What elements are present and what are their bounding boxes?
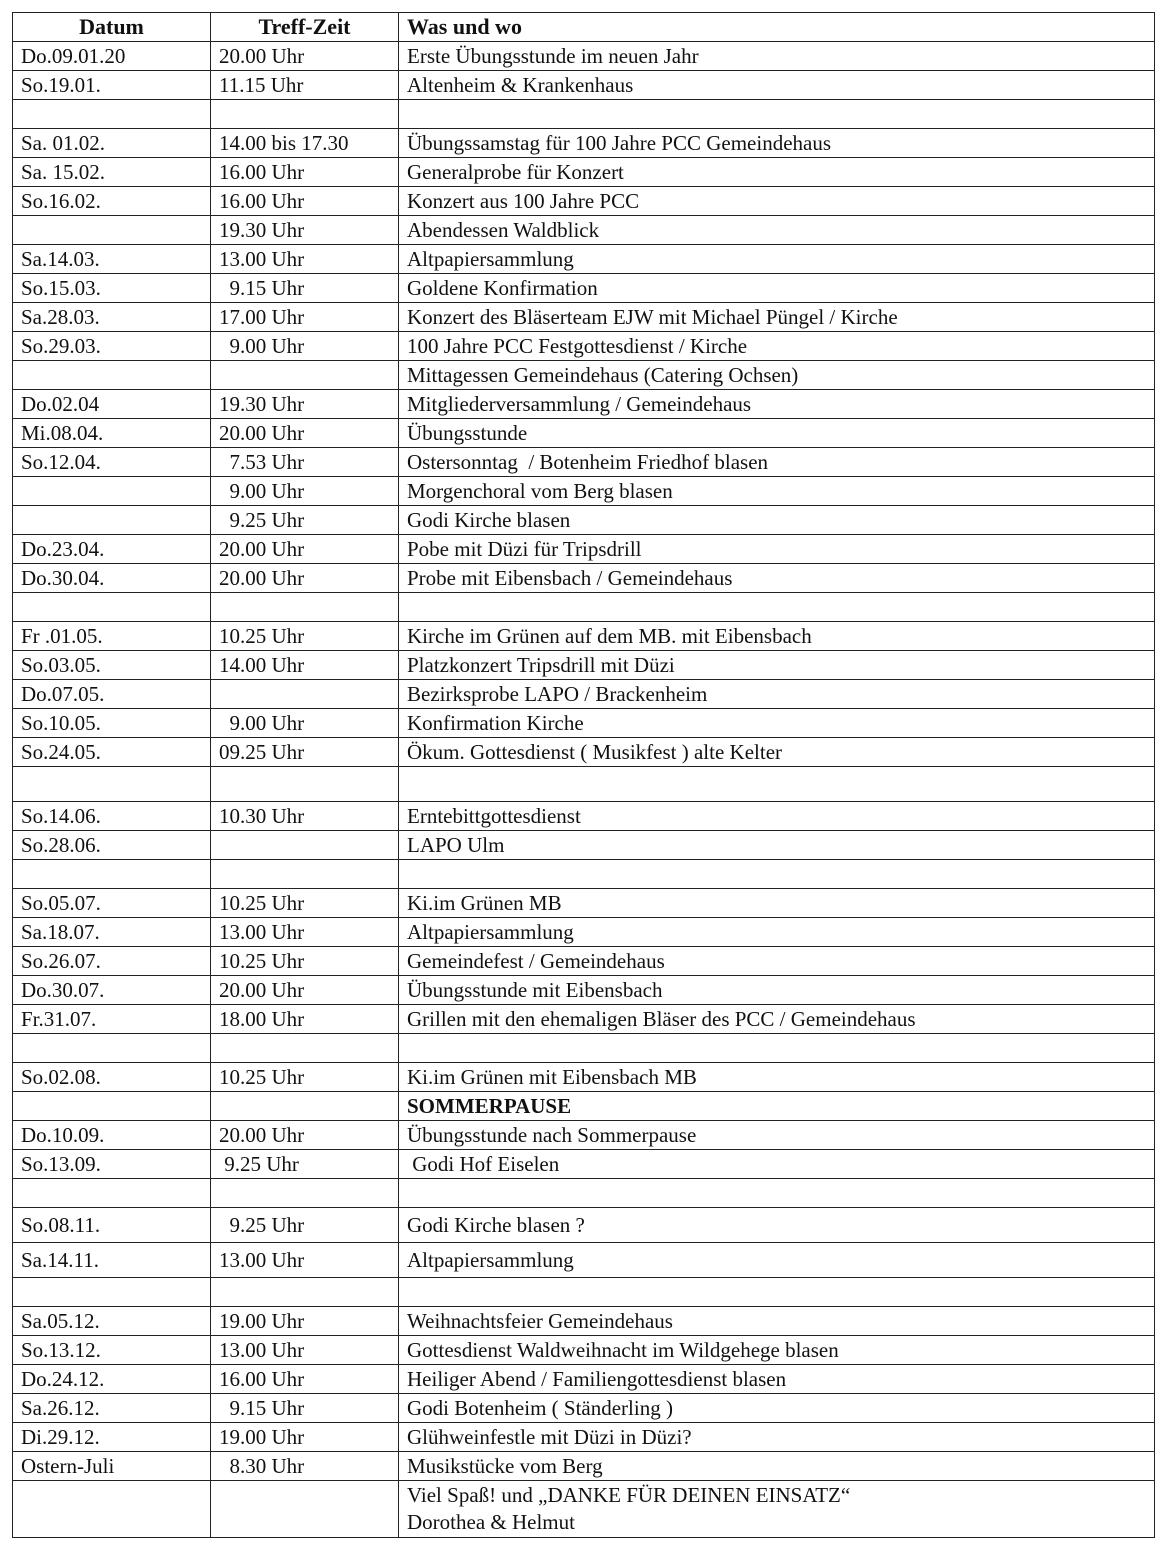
event-cell: Altpapiersammlung — [399, 1243, 1155, 1278]
table-row — [13, 1092, 1155, 1121]
event-cell: Mitgliederversammlung / Gemeindehaus — [399, 390, 1155, 419]
schedule-body — [13, 42, 1155, 1481]
table-row — [13, 1365, 1155, 1394]
table-row — [13, 622, 1155, 651]
time-cell: 19.00 Uhr — [211, 1307, 399, 1336]
date-cell — [13, 216, 211, 245]
event-cell: Ökum. Gottesdienst ( Musikfest ) alte Kelter — [399, 738, 1155, 767]
event-cell: Mittagessen Gemeindehaus (Catering Ochsen) — [399, 361, 1155, 390]
time-cell — [211, 1092, 399, 1121]
date-cell: So.13.12. — [13, 1336, 211, 1365]
event-cell: Konfirmation Kirche — [399, 709, 1155, 738]
table-row — [13, 187, 1155, 216]
date-cell: So.05.07. — [13, 889, 211, 918]
table-row — [13, 506, 1155, 535]
date-cell: So.19.01. — [13, 71, 211, 100]
table-row — [13, 1034, 1155, 1063]
table-row — [13, 831, 1155, 860]
event-cell — [399, 100, 1155, 129]
table-row — [13, 535, 1155, 564]
event-cell: Konzert aus 100 Jahre PCC — [399, 187, 1155, 216]
header-treff-zeit: Treff-Zeit — [211, 13, 399, 42]
table-row — [13, 947, 1155, 976]
event-cell: Probe mit Eibensbach / Gemeindehaus — [399, 564, 1155, 593]
date-cell — [13, 1278, 211, 1307]
time-cell — [211, 593, 399, 622]
table-row — [13, 1179, 1155, 1208]
time-cell: 13.00 Uhr — [211, 1336, 399, 1365]
table-row — [13, 1307, 1155, 1336]
event-cell — [399, 1278, 1155, 1307]
time-cell: 10.25 Uhr — [211, 889, 399, 918]
time-cell: 9.00 Uhr — [211, 477, 399, 506]
date-cell: Do.24.12. — [13, 1365, 211, 1394]
time-cell: 16.00 Uhr — [211, 158, 399, 187]
event-cell: Kirche im Grünen auf dem MB. mit Eibensbach — [399, 622, 1155, 651]
time-cell — [211, 1278, 399, 1307]
event-cell: Ki.im Grünen MB — [399, 889, 1155, 918]
time-cell: 13.00 Uhr — [211, 918, 399, 947]
time-cell — [211, 831, 399, 860]
table-row — [13, 651, 1155, 680]
time-cell: 17.00 Uhr — [211, 303, 399, 332]
time-cell: 13.00 Uhr — [211, 1243, 399, 1278]
date-cell — [13, 477, 211, 506]
event-cell: Godi Kirche blasen ? — [399, 1208, 1155, 1243]
date-cell: So.08.11. — [13, 1208, 211, 1243]
time-cell: 9.25 Uhr — [211, 1208, 399, 1243]
time-cell: 10.25 Uhr — [211, 622, 399, 651]
time-cell: 7.53 Uhr — [211, 448, 399, 477]
table-row — [13, 1243, 1155, 1278]
time-cell: 18.00 Uhr — [211, 1005, 399, 1034]
table-row — [13, 889, 1155, 918]
date-cell: Sa.18.07. — [13, 918, 211, 947]
event-cell: Weihnachtsfeier Gemeindehaus — [399, 1307, 1155, 1336]
schedule-table — [12, 12, 1155, 1538]
footer-empty-time — [211, 1481, 399, 1538]
time-cell: 9.25 Uhr — [211, 506, 399, 535]
header-row — [13, 13, 1155, 42]
date-cell: Sa.14.11. — [13, 1243, 211, 1278]
time-cell: 9.15 Uhr — [211, 1394, 399, 1423]
time-cell: 16.00 Uhr — [211, 1365, 399, 1394]
time-cell — [211, 680, 399, 709]
event-cell: Übungsstunde nach Sommerpause — [399, 1121, 1155, 1150]
footer-row — [13, 1481, 1155, 1538]
event-cell — [399, 1179, 1155, 1208]
date-cell — [13, 506, 211, 535]
date-cell — [13, 593, 211, 622]
date-cell: Do.23.04. — [13, 535, 211, 564]
table-row — [13, 245, 1155, 274]
date-cell — [13, 1034, 211, 1063]
event-cell — [399, 767, 1155, 802]
time-cell: 20.00 Uhr — [211, 42, 399, 71]
event-cell: Ostersonntag / Botenheim Friedhof blasen — [399, 448, 1155, 477]
event-cell: Übungsstunde — [399, 419, 1155, 448]
table-row — [13, 1336, 1155, 1365]
date-cell: So.28.06. — [13, 831, 211, 860]
table-row — [13, 564, 1155, 593]
date-cell: Sa. 15.02. — [13, 158, 211, 187]
table-row — [13, 71, 1155, 100]
event-cell: Goldene Konfirmation — [399, 274, 1155, 303]
time-cell — [211, 361, 399, 390]
date-cell: So.02.08. — [13, 1063, 211, 1092]
time-cell: 19.00 Uhr — [211, 1423, 399, 1452]
time-cell: 20.00 Uhr — [211, 564, 399, 593]
time-cell: 13.00 Uhr — [211, 245, 399, 274]
event-cell: Platzkonzert Tripsdrill mit Düzi — [399, 651, 1155, 680]
event-cell — [399, 860, 1155, 889]
time-cell: 20.00 Uhr — [211, 535, 399, 564]
event-cell: Godi Hof Eiselen — [399, 1150, 1155, 1179]
date-cell: So.24.05. — [13, 738, 211, 767]
table-row — [13, 802, 1155, 831]
time-cell: 09.25 Uhr — [211, 738, 399, 767]
time-cell: 9.00 Uhr — [211, 332, 399, 361]
date-cell: So.29.03. — [13, 332, 211, 361]
table-row — [13, 1150, 1155, 1179]
event-cell: Generalprobe für Konzert — [399, 158, 1155, 187]
event-cell — [399, 1034, 1155, 1063]
event-cell: Ki.im Grünen mit Eibensbach MB — [399, 1063, 1155, 1092]
date-cell — [13, 100, 211, 129]
table-row — [13, 1121, 1155, 1150]
date-cell — [13, 361, 211, 390]
date-cell: Sa.28.03. — [13, 303, 211, 332]
schedule-sheet — [12, 12, 1154, 1538]
event-cell: Gemeindefest / Gemeindehaus — [399, 947, 1155, 976]
date-cell — [13, 1092, 211, 1121]
time-cell: 9.15 Uhr — [211, 274, 399, 303]
header-datum: Datum — [13, 13, 211, 42]
footer-signature: Dorothea & Helmut — [407, 1510, 575, 1534]
event-cell: Altenheim & Krankenhaus — [399, 71, 1155, 100]
table-row — [13, 1394, 1155, 1423]
time-cell: 10.25 Uhr — [211, 947, 399, 976]
date-cell: So.10.05. — [13, 709, 211, 738]
event-cell: Morgenchoral vom Berg blasen — [399, 477, 1155, 506]
time-cell: 16.00 Uhr — [211, 187, 399, 216]
table-row — [13, 361, 1155, 390]
event-cell: Übungssamstag für 100 Jahre PCC Gemeindehaus — [399, 129, 1155, 158]
table-row — [13, 158, 1155, 187]
date-cell — [13, 767, 211, 802]
table-row — [13, 303, 1155, 332]
event-cell: Übungsstunde mit Eibensbach — [399, 976, 1155, 1005]
event-cell: Godi Botenheim ( Ständerling ) — [399, 1394, 1155, 1423]
date-cell: So.03.05. — [13, 651, 211, 680]
table-row — [13, 1452, 1155, 1481]
time-cell — [211, 860, 399, 889]
date-cell: Fr .01.05. — [13, 622, 211, 651]
event-cell: SOMMERPAUSE — [399, 1092, 1155, 1121]
time-cell: 11.15 Uhr — [211, 71, 399, 100]
time-cell: 20.00 Uhr — [211, 1121, 399, 1150]
footer-empty-date — [13, 1481, 211, 1538]
date-cell: Sa.05.12. — [13, 1307, 211, 1336]
table-row — [13, 767, 1155, 802]
date-cell: Do.07.05. — [13, 680, 211, 709]
table-row — [13, 216, 1155, 245]
table-row — [13, 477, 1155, 506]
date-cell: Sa.26.12. — [13, 1394, 211, 1423]
date-cell: Do.10.09. — [13, 1121, 211, 1150]
date-cell: Fr.31.07. — [13, 1005, 211, 1034]
event-cell: Grillen mit den ehemaligen Bläser des PCC / Gemeindehaus — [399, 1005, 1155, 1034]
event-cell: Glühweinfestle mit Düzi in Düzi? — [399, 1423, 1155, 1452]
table-row — [13, 1005, 1155, 1034]
event-cell — [399, 593, 1155, 622]
table-row — [13, 918, 1155, 947]
event-cell: Erntebittgottesdienst — [399, 802, 1155, 831]
table-row — [13, 976, 1155, 1005]
date-cell: So.13.09. — [13, 1150, 211, 1179]
header-was-und-wo: Was und wo — [399, 13, 1155, 42]
table-row — [13, 593, 1155, 622]
event-cell: Heiliger Abend / Familiengottesdienst blasen — [399, 1365, 1155, 1394]
date-cell: So.16.02. — [13, 187, 211, 216]
time-cell: 20.00 Uhr — [211, 419, 399, 448]
table-row — [13, 709, 1155, 738]
table-row — [13, 1063, 1155, 1092]
date-cell: Do.30.04. — [13, 564, 211, 593]
time-cell: 10.30 Uhr — [211, 802, 399, 831]
event-cell: Altpapiersammlung — [399, 918, 1155, 947]
table-row — [13, 1278, 1155, 1307]
date-cell: Di.29.12. — [13, 1423, 211, 1452]
table-row — [13, 332, 1155, 361]
event-cell: Erste Übungsstunde im neuen Jahr — [399, 42, 1155, 71]
time-cell — [211, 1179, 399, 1208]
table-row — [13, 100, 1155, 129]
event-cell: Bezirksprobe LAPO / Brackenheim — [399, 680, 1155, 709]
date-cell — [13, 860, 211, 889]
event-cell: Abendessen Waldblick — [399, 216, 1155, 245]
event-cell: 100 Jahre PCC Festgottesdienst / Kirche — [399, 332, 1155, 361]
table-row — [13, 860, 1155, 889]
event-cell: Musikstücke vom Berg — [399, 1452, 1155, 1481]
date-cell: Do.30.07. — [13, 976, 211, 1005]
time-cell: 19.30 Uhr — [211, 216, 399, 245]
date-cell: So.26.07. — [13, 947, 211, 976]
date-cell: So.14.06. — [13, 802, 211, 831]
table-row — [13, 129, 1155, 158]
date-cell: Ostern-Juli — [13, 1452, 211, 1481]
time-cell: 9.00 Uhr — [211, 709, 399, 738]
date-cell: Do.02.04 — [13, 390, 211, 419]
table-row — [13, 738, 1155, 767]
time-cell: 19.30 Uhr — [211, 390, 399, 419]
event-cell: Gottesdienst Waldweihnacht im Wildgehege blasen — [399, 1336, 1155, 1365]
table-row — [13, 680, 1155, 709]
date-cell: So.12.04. — [13, 448, 211, 477]
time-cell: 20.00 Uhr — [211, 976, 399, 1005]
date-cell: Mi.08.04. — [13, 419, 211, 448]
time-cell: 10.25 Uhr — [211, 1063, 399, 1092]
event-cell: Konzert des Bläserteam EJW mit Michael Püngel / Kirche — [399, 303, 1155, 332]
footer-message — [399, 1481, 1155, 1538]
table-row — [13, 448, 1155, 477]
time-cell — [211, 1034, 399, 1063]
time-cell: 14.00 Uhr — [211, 651, 399, 680]
time-cell: 9.25 Uhr — [211, 1150, 399, 1179]
date-cell: Sa. 01.02. — [13, 129, 211, 158]
footer-thanks: Viel Spaß! und „DANKE FÜR DEINEN EINSATZ“ — [407, 1483, 851, 1507]
date-cell: So.15.03. — [13, 274, 211, 303]
time-cell — [211, 767, 399, 802]
event-cell: LAPO Ulm — [399, 831, 1155, 860]
table-row — [13, 390, 1155, 419]
date-cell: Do.09.01.20 — [13, 42, 211, 71]
table-row — [13, 42, 1155, 71]
event-cell: Godi Kirche blasen — [399, 506, 1155, 535]
table-row — [13, 419, 1155, 448]
table-row — [13, 274, 1155, 303]
event-cell: Altpapiersammlung — [399, 245, 1155, 274]
time-cell — [211, 100, 399, 129]
date-cell: Sa.14.03. — [13, 245, 211, 274]
date-cell — [13, 1179, 211, 1208]
table-row — [13, 1208, 1155, 1243]
event-cell: Pobe mit Düzi für Tripsdrill — [399, 535, 1155, 564]
time-cell: 14.00 bis 17.30 — [211, 129, 399, 158]
table-row — [13, 1423, 1155, 1452]
time-cell: 8.30 Uhr — [211, 1452, 399, 1481]
